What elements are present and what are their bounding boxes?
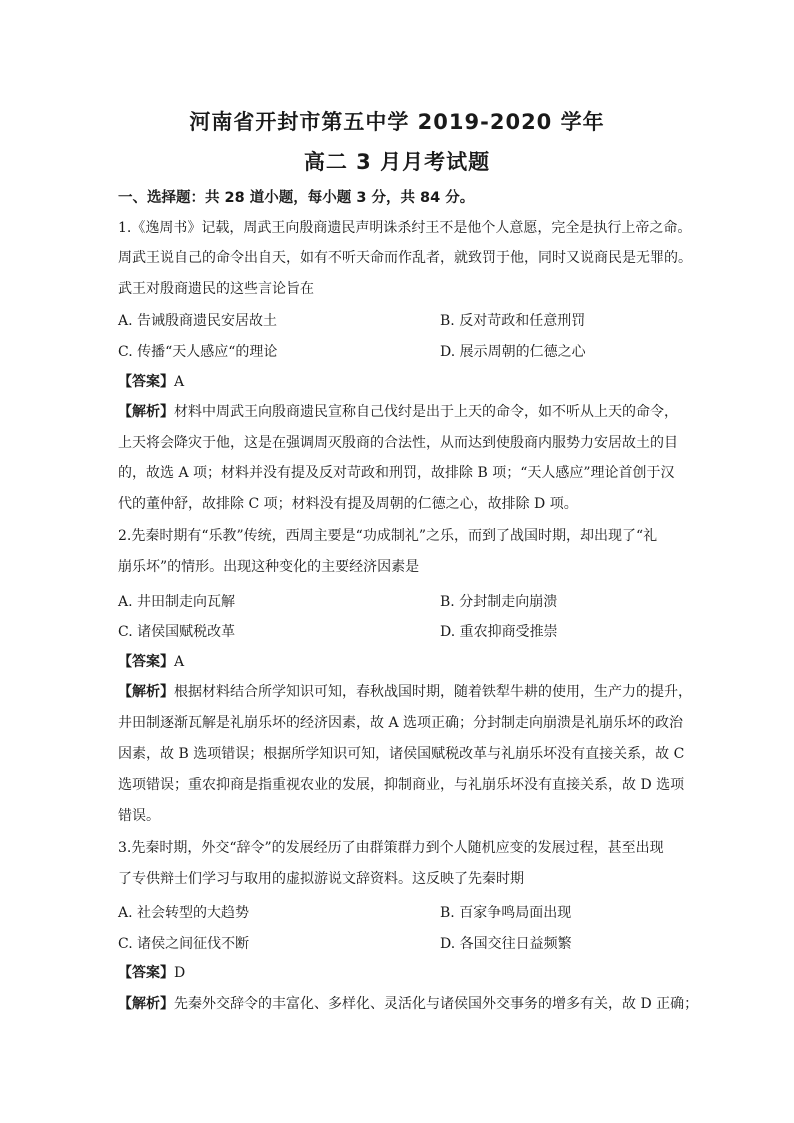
q2-answer [118,652,184,672]
q1-analysis-line: 上天将会降灾于他，这是在强调周灭殷商的合法性，从而达到使殷商内服势力安居故土的目 [118,435,678,451]
q3-option-b: B. 百家争鸣局面出现 [440,905,572,921]
q2-analysis-line: 井田制逐渐瓦解是礼崩乐坏的经济因素，故 A 选项正确；分封制走向崩溃是礼崩乐坏的政治 [118,715,684,731]
q1-stem-line: 武王对殷商遗民的这些言论旨在 [118,281,314,297]
q1-analysis-line [118,402,678,422]
q1-analysis-line: 代的董仲舒，故排除 C 项；材料没有提及周朝的仁德之心，故排除 D 项。 [118,496,578,512]
q3-answer-value: D [174,965,186,981]
q1-stem-line: 1.《逸周书》记载，周武王向殷商遗民声明诛杀纣王不是他个人意愿，完全是执行上帝之命。 [118,220,692,236]
q3-option-d: D. 各国交往日益频繁 [440,936,572,952]
q1-answer [118,372,184,392]
q1-option-b: B. 反对苛政和任意刑罚 [440,313,586,329]
q2-stem-line: 崩乐坏”的情形。出现这种变化的主要经济因素是 [118,559,420,575]
q2-answer-value: A [174,654,185,670]
q2-option-d: D. 重农抑商受推崇 [440,624,558,640]
q1-stem-line: 周武王说自己的命令出自天，如有不听天命而作乱者，就致罚于他，同时又说商民是无罪的。 [118,250,692,266]
q2-stem-line: 2.先秦时期有“乐教”传统，西周主要是“功成制礼”之乐，而到了战国时期，却出现了“礼 [118,528,658,544]
q3-answer [118,963,185,983]
q2-option-a: A. 井田制走向瓦解 [118,594,236,610]
q1-option-c: C. 传播“天人感应“的理论 [118,344,278,360]
answer-tag: 【答案】 [118,965,174,981]
q3-option-a: A. 社会转型的大趋势 [118,905,250,921]
q1-option-a: A. 告诫殷商遗民安居故土 [118,313,278,329]
q1-option-d: D. 展示周朝的仁德之心 [440,344,586,360]
exam-title-line1: 河南省开封市第五中学 2019-2020 学年 [189,110,605,134]
q2-analysis-line: 错误。 [118,808,160,824]
q3-stem-line: 了专供辩士们学习与取用的虚拟游说文辞资料。这反映了先秦时期 [118,871,524,887]
q3-stem-line: 3.先秦时期，外交“辞令”的发展经历了由群策群力到个人随机应变的发展过程，甚至出现 [118,840,664,856]
q2-analysis-line: 选项错误；重农抑商是指重视农业的发展，抑制商业，与礼崩乐坏没有直接关系，故 D 选项 [118,777,685,793]
q3-analysis-text: 先秦外交辞令的丰富化、多样化、灵活化与诸侯国外交事务的增多有关，故 D 正确； [174,996,699,1012]
q2-option-b: B. 分封制走向崩溃 [440,594,558,610]
analysis-tag: 【解析】 [118,404,174,420]
section-heading: 一、选择题：共 28 道小题，每小题 3 分，共 84 分。 [118,190,475,206]
exam-title-line2: 高二 3 月月考试题 [303,150,491,174]
q1-analysis-text: 材料中周武王向殷商遗民宣称自己伐纣是出于上天的命令，如不听从上天的命令， [174,404,678,420]
answer-tag: 【答案】 [118,654,174,670]
q2-analysis-line [118,682,692,702]
q2-option-c: C. 诸侯国赋税改革 [118,624,236,640]
answer-tag: 【答案】 [118,374,174,390]
q3-analysis-line [118,994,699,1014]
q1-answer-value: A [174,374,185,390]
q3-option-c: C. 诸侯之间征伐不断 [118,936,250,952]
q2-analysis-text: 根据材料结合所学知识可知，春秋战国时期，随着铁犁牛耕的使用，生产力的提升， [174,684,692,700]
q1-analysis-line: 的，故选 A 项；材料并没有提及反对苛政和刑罚，故排除 B 项；“天人感应”理论首创于汉 [118,465,675,481]
analysis-tag: 【解析】 [118,684,174,700]
analysis-tag: 【解析】 [118,996,174,1012]
q2-analysis-line: 因素，故 B 选项错误；根据所学知识可知，诸侯国赋税改革与礼崩乐坏没有直接关系，故 C [118,746,685,762]
